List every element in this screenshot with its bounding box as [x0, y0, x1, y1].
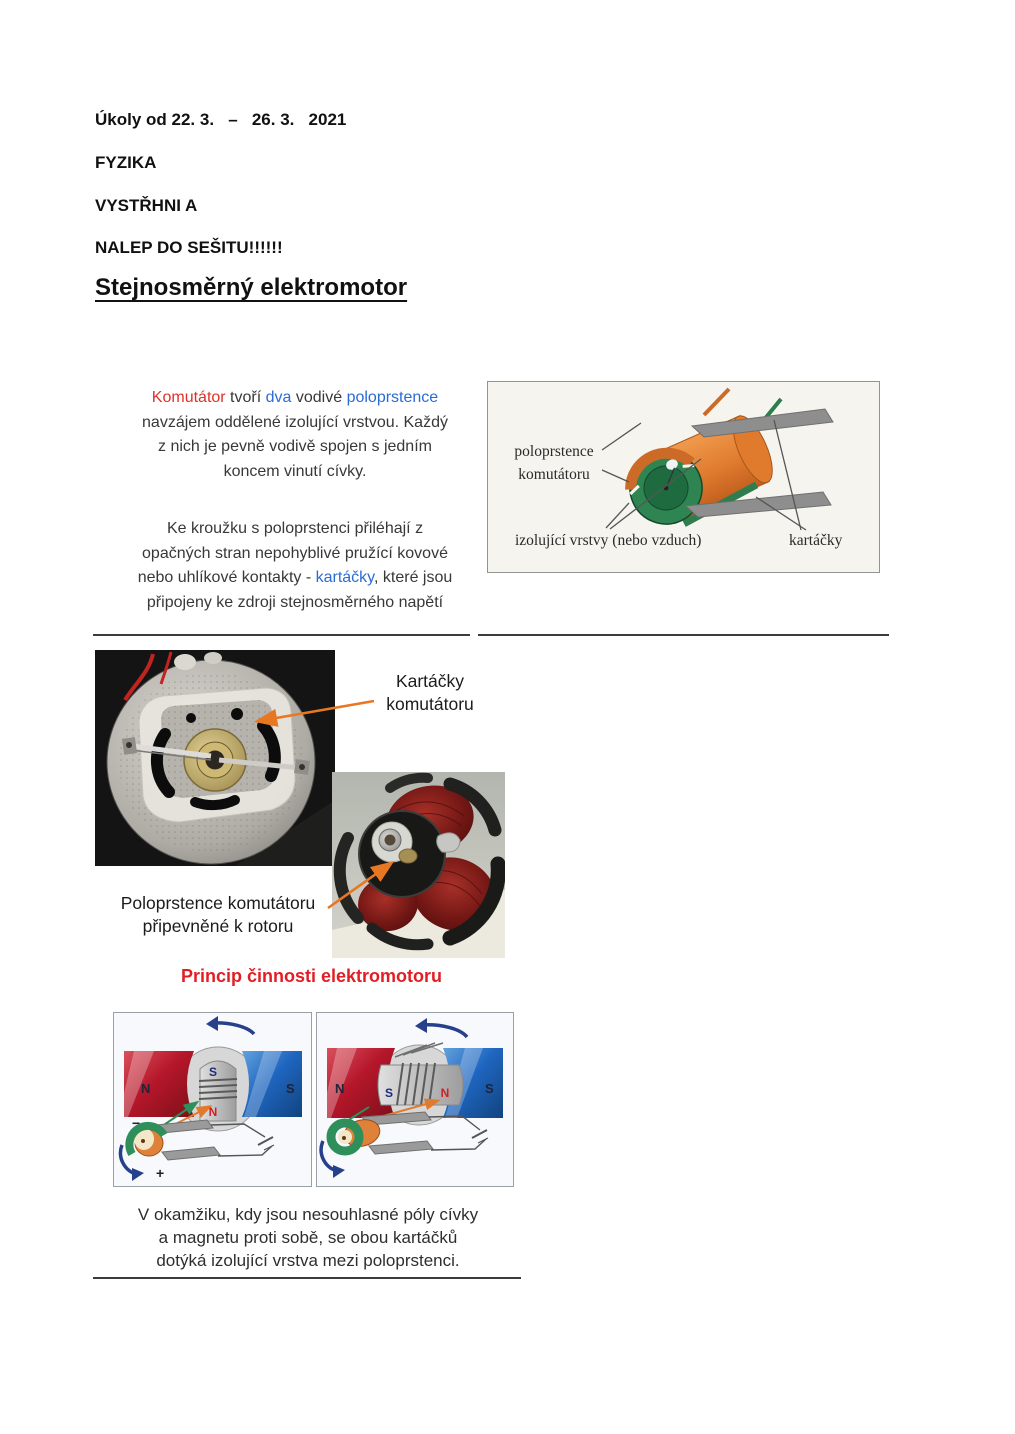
rotor-pole-left: S	[384, 1086, 394, 1100]
intro-p1-line4: koncem vinutí cívky.	[223, 462, 367, 480]
magnet-north-label: N	[335, 1081, 345, 1096]
brush-bar-top	[692, 409, 833, 437]
brush-bottom	[162, 1147, 220, 1160]
header-subject: FYZIKA	[95, 153, 157, 172]
orange-wire	[704, 389, 729, 415]
intro-p2-line1: Ke kroužku s poloprstenci přiléhají z	[166, 520, 424, 537]
intro-paragraph-2	[105, 517, 485, 615]
label-poloprstence-line2: komutátoru	[518, 466, 590, 483]
bottom-separator-line	[93, 1277, 521, 1279]
header-date-line: Úkoly od 22. 3. – 26. 3. 2021	[95, 110, 347, 129]
separator-line-right	[478, 634, 889, 636]
rotation-arrow-top	[421, 1025, 467, 1037]
plus-sign: +	[156, 1165, 165, 1181]
intro-p1-line3: z nich je pevně vodivě spojen s jedním	[158, 438, 432, 455]
magnet-south-label: S	[485, 1081, 494, 1096]
metal-clip	[437, 833, 460, 852]
rotor-photo	[332, 772, 505, 958]
intro-p2-line4: připojeny ke zdroji stejnosměrného napětí	[146, 593, 444, 611]
intro-text-block	[105, 386, 485, 615]
minus-sign: −	[132, 1115, 141, 1131]
label-kartacky: kartáčky	[789, 532, 843, 549]
rotor-pole-right: N	[440, 1086, 450, 1100]
magnet-south-label: S	[286, 1081, 295, 1096]
closing-line3: dotýká izolující vrstva mezi poloprstenci.	[156, 1251, 460, 1270]
intro-paragraph-1	[105, 386, 485, 484]
rotor-pole-top: S	[208, 1065, 218, 1079]
page-title: Stejnosměrný elektromotor	[95, 274, 408, 301]
rotation-arrow-top	[212, 1023, 254, 1034]
brush-bottom	[369, 1141, 433, 1154]
label-poloprstence-line1: poloprstence	[514, 443, 594, 460]
magnet-north-label: N	[141, 1081, 151, 1096]
closing-line2: a magnetu proti sobě, se obou kartáčků	[158, 1228, 458, 1247]
term-komutator: Komutátor	[151, 389, 226, 406]
intro-p1-line2: navzájem oddělené izolující vrstvou. Každý	[142, 413, 448, 431]
motor-endcap-photo	[95, 650, 335, 866]
term-dva: dva	[265, 389, 292, 406]
rotor-photo-label: Poloprstence komutátoru připevněné k rotoru	[120, 893, 316, 936]
rotor-pole-bottom: N	[208, 1105, 218, 1119]
intro-p1-line1: Komutátor tvoří dva vodivé poloprstence	[151, 389, 439, 406]
term-poloprstence: poloprstence	[346, 389, 439, 406]
motor-principle-right-diagram	[316, 1012, 514, 1187]
header-instruction-2: NALEP DO SEŠITU!!!!!!	[95, 238, 283, 257]
motor-principle-left-diagram	[113, 1012, 312, 1187]
commutator-schematic-figure	[487, 381, 880, 573]
term-kartacky: kartáčky	[315, 569, 374, 586]
circuit-wires	[429, 1116, 488, 1150]
principle-heading: Princip činnosti elektromotoru	[180, 966, 443, 986]
intro-p2-line2: opačných stran nepohyblivé pružící kovové	[142, 544, 448, 562]
intro-p2-line3: nebo uhlíkové kontakty - kartáčky, které jsou	[137, 569, 453, 586]
brushes-photo-label: Kartáčky komutátoru	[386, 671, 474, 714]
separator-line-left	[93, 634, 470, 636]
label-izolujici-vrstvy: izolující vrstvy (nebo vzduch)	[515, 532, 702, 549]
closing-paragraph	[93, 1203, 523, 1272]
header-instruction-1: VYSTŘHNI A	[95, 196, 198, 215]
closing-line1: V okamžiku, kdy jsou nesouhlasné póly cívky	[137, 1205, 479, 1224]
